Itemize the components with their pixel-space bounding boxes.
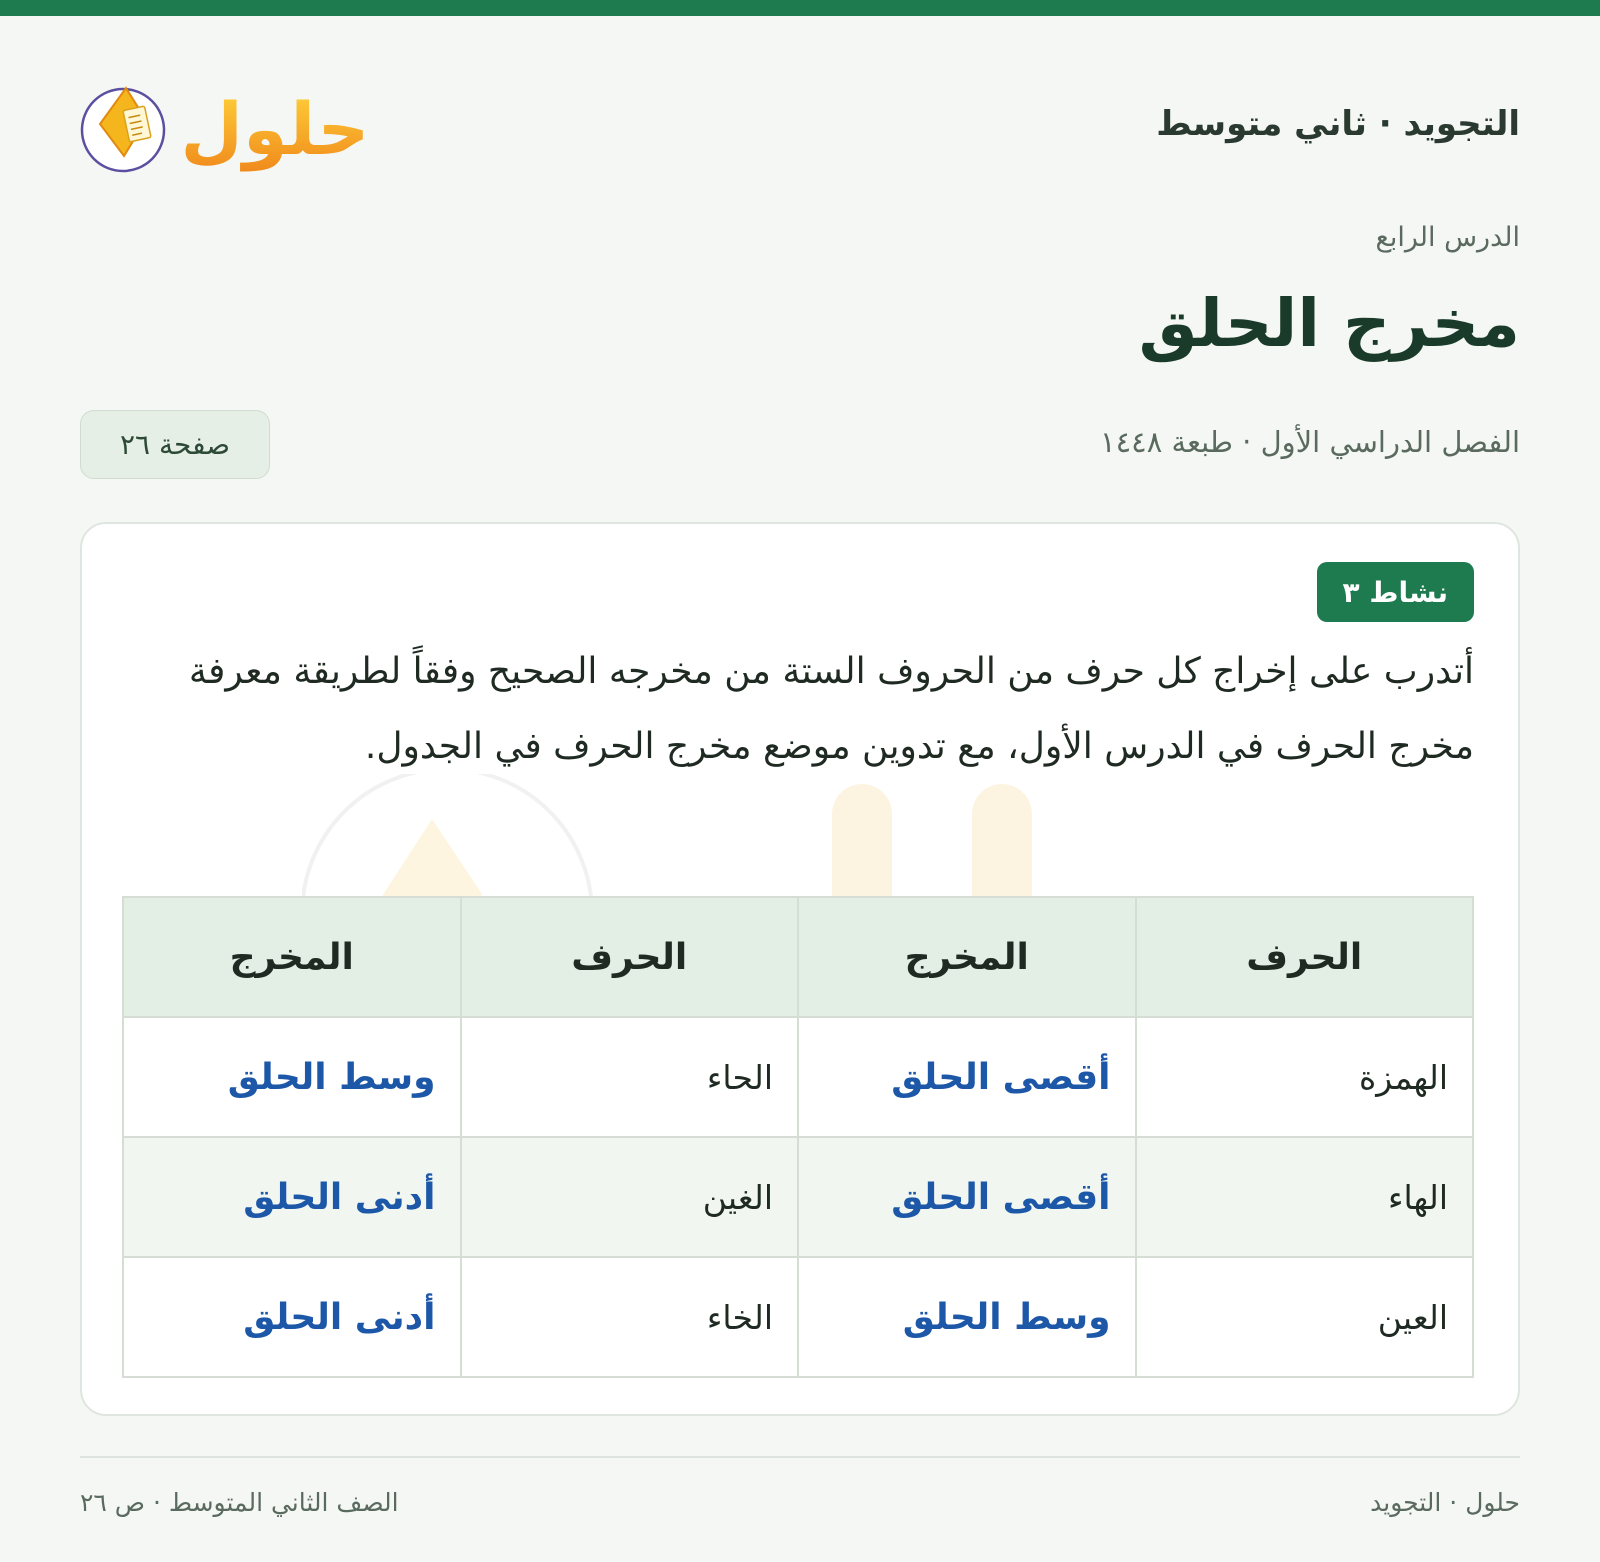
letter-cell: الخاء: [461, 1257, 799, 1377]
exit-answer-cell: أقصى الحلق: [798, 1137, 1136, 1257]
activity-card: [80, 522, 1520, 1416]
table-row: [123, 1017, 1473, 1137]
column-header-exit: المخرج: [123, 897, 461, 1017]
letter-cell: الهمزة: [1136, 1017, 1474, 1137]
exit-answer-cell: أدنى الحلق: [123, 1257, 461, 1377]
table-row: [123, 1137, 1473, 1257]
page-title: مخرج الحلق: [1138, 285, 1520, 362]
activity-badge: نشاط ٣: [1317, 562, 1474, 622]
letter-cell: العين: [1136, 1257, 1474, 1377]
logo-text: حلول: [180, 87, 370, 171]
exit-points-table: [122, 896, 1474, 1378]
subject-title: التجويد · ثاني متوسط: [1156, 104, 1520, 144]
letter-cell: الغين: [461, 1137, 799, 1257]
lesson-label: الدرس الرابع: [1375, 222, 1520, 253]
activity-instructions: أتدرب على إخراج كل حرف من الحروف الستة من مخرجه الصحيح وفقاً لطريقة معرفة مخرج الحرف في الدرس الأول، مع تدوين موضع مخرج الحرف في الجدول.: [188, 651, 1474, 767]
letter-cell: الهاء: [1136, 1137, 1474, 1257]
exit-answer-cell: أدنى الحلق: [123, 1137, 461, 1257]
table-row: [123, 1257, 1473, 1377]
page-header: [80, 64, 1520, 194]
column-header-exit: المخرج: [798, 897, 1136, 1017]
page-number-badge: صفحة ٢٦: [80, 410, 270, 479]
footer-divider: [80, 1456, 1520, 1458]
footer-grade-page: الصف الثاني المتوسط · ص ٢٦: [80, 1488, 399, 1517]
hulul-logo: [80, 64, 370, 184]
letter-cell: الحاء: [461, 1017, 799, 1137]
exit-answer-cell: أقصى الحلق: [798, 1017, 1136, 1137]
term-edition: الفصل الدراسي الأول · طبعة ١٤٤٨: [1100, 425, 1520, 459]
exit-answer-cell: وسط الحلق: [123, 1017, 461, 1137]
column-header-letter: الحرف: [461, 897, 799, 1017]
exit-answer-cell: وسط الحلق: [798, 1257, 1136, 1377]
footer-source: حلول · التجويد: [1370, 1488, 1520, 1517]
top-accent-bar: [0, 0, 1600, 16]
table-header-row: [123, 897, 1473, 1017]
column-header-letter: الحرف: [1136, 897, 1474, 1017]
